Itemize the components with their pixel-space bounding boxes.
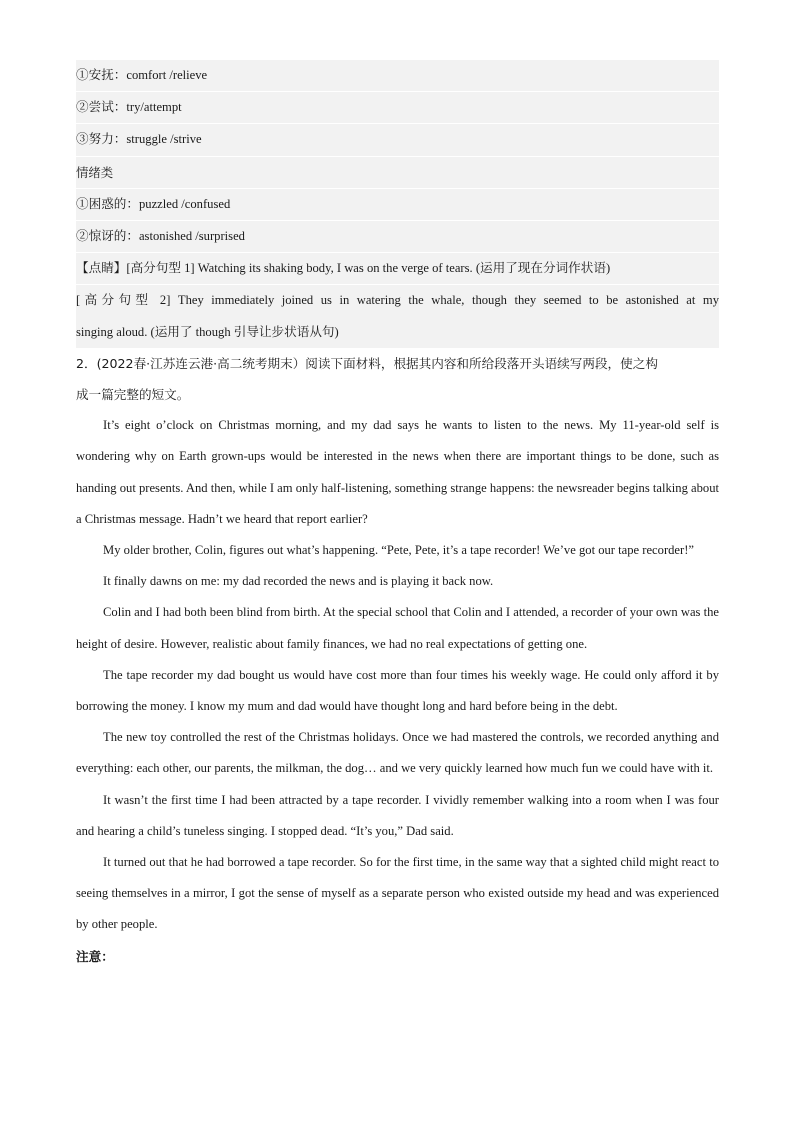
vocab-item-comfort: ①安抚：comfort /relieve <box>76 60 719 92</box>
passage-paragraph-5: The tape recorder my dad bought us would have cost more than four times his weekly wage. He could only afford it by borrowing the money. I know my mum and dad would have thought long and hard before being in the debt. <box>76 667 719 713</box>
question-header-line-1: 2．(2022春·江苏连云港·高二统考期末）阅读下面材料，根据其内容和所给段落开头语续写两段，使之构 <box>76 355 658 371</box>
passage-paragraph-3: It finally dawns on me: my dad recorded the news and is playing it back now. <box>103 574 494 589</box>
vocab-category-emotion: 情绪类 <box>76 157 719 189</box>
passage-paragraph-7: It wasn’t the first time I had been attracted by a tape recorder. I vividly remember walking into a room when I was four and hearing a child’s tuneless singing. I stopped dead. “It’s you,” Dad said. <box>76 792 719 838</box>
vocab-item-astonished: ②惊讶的：astonished /surprised <box>76 221 719 253</box>
passage <box>76 410 719 940</box>
question-header-line-2: 成一篇完整的短文。 <box>76 386 190 402</box>
vocab-item-struggle: ③努力：struggle /strive <box>76 124 719 156</box>
vocab-block <box>76 60 719 348</box>
tip-sentence-2-line-2: singing aloud. (运用了 though 引导让步状语从句) <box>76 324 339 339</box>
passage-paragraph-4: Colin and I had both been blind from birth. At the special school that Colin and I attended, a recorder of your own was the height of desire. However, realistic about family finances, we had no real expectations of getting one. <box>76 605 719 651</box>
tip-sentence-1: 【点睛】[高分句型 1] Watching its shaking body, I was on the verge of tears. (运用了现在分词作状语) <box>76 253 719 285</box>
vocab-item-puzzled: ①困惑的：puzzled /confused <box>76 189 719 221</box>
note-label: 注意： <box>76 948 114 964</box>
passage-paragraph-8: It turned out that he had borrowed a tape recorder. So for the first time, in the same way that a sighted child might react to seeing themselves in a mirror, I got the sense of myself as a separate person who existed outside my head and was experienced by other people. <box>76 854 719 932</box>
passage-paragraph-6: The new toy controlled the rest of the Christmas holidays. Once we had mastered the controls, we recorded anything and everything: each other, our parents, the milkman, the dog… and we very quickly learned how much fun we could have with it. <box>76 730 719 776</box>
tip-sentence-2-line-1: [高分句型 2] They immediately joined us in watering the whale, though they seemed to be astonished at my <box>76 293 719 308</box>
question-header <box>76 348 719 410</box>
passage-paragraph-1: It’s eight o’clock on Christmas morning, and my dad says he wants to listen to the news. My 11-year-old self is wondering why on Earth grown-ups would be interested in the news when there are important things to be done, such as handing out presents. And then, while I am only half-listening, something strange happens: the newsreader begins talking about a Christmas message. Hadn’t we heard that report earlier? <box>76 418 719 526</box>
passage-paragraph-2: My older brother, Colin, figures out what’s happening. “Pete, Pete, it’s a tape recorder! We’ve got our tape recorder!” <box>103 542 695 557</box>
vocab-item-try: ②尝试：try/attempt <box>76 92 719 124</box>
document-page <box>76 60 719 972</box>
